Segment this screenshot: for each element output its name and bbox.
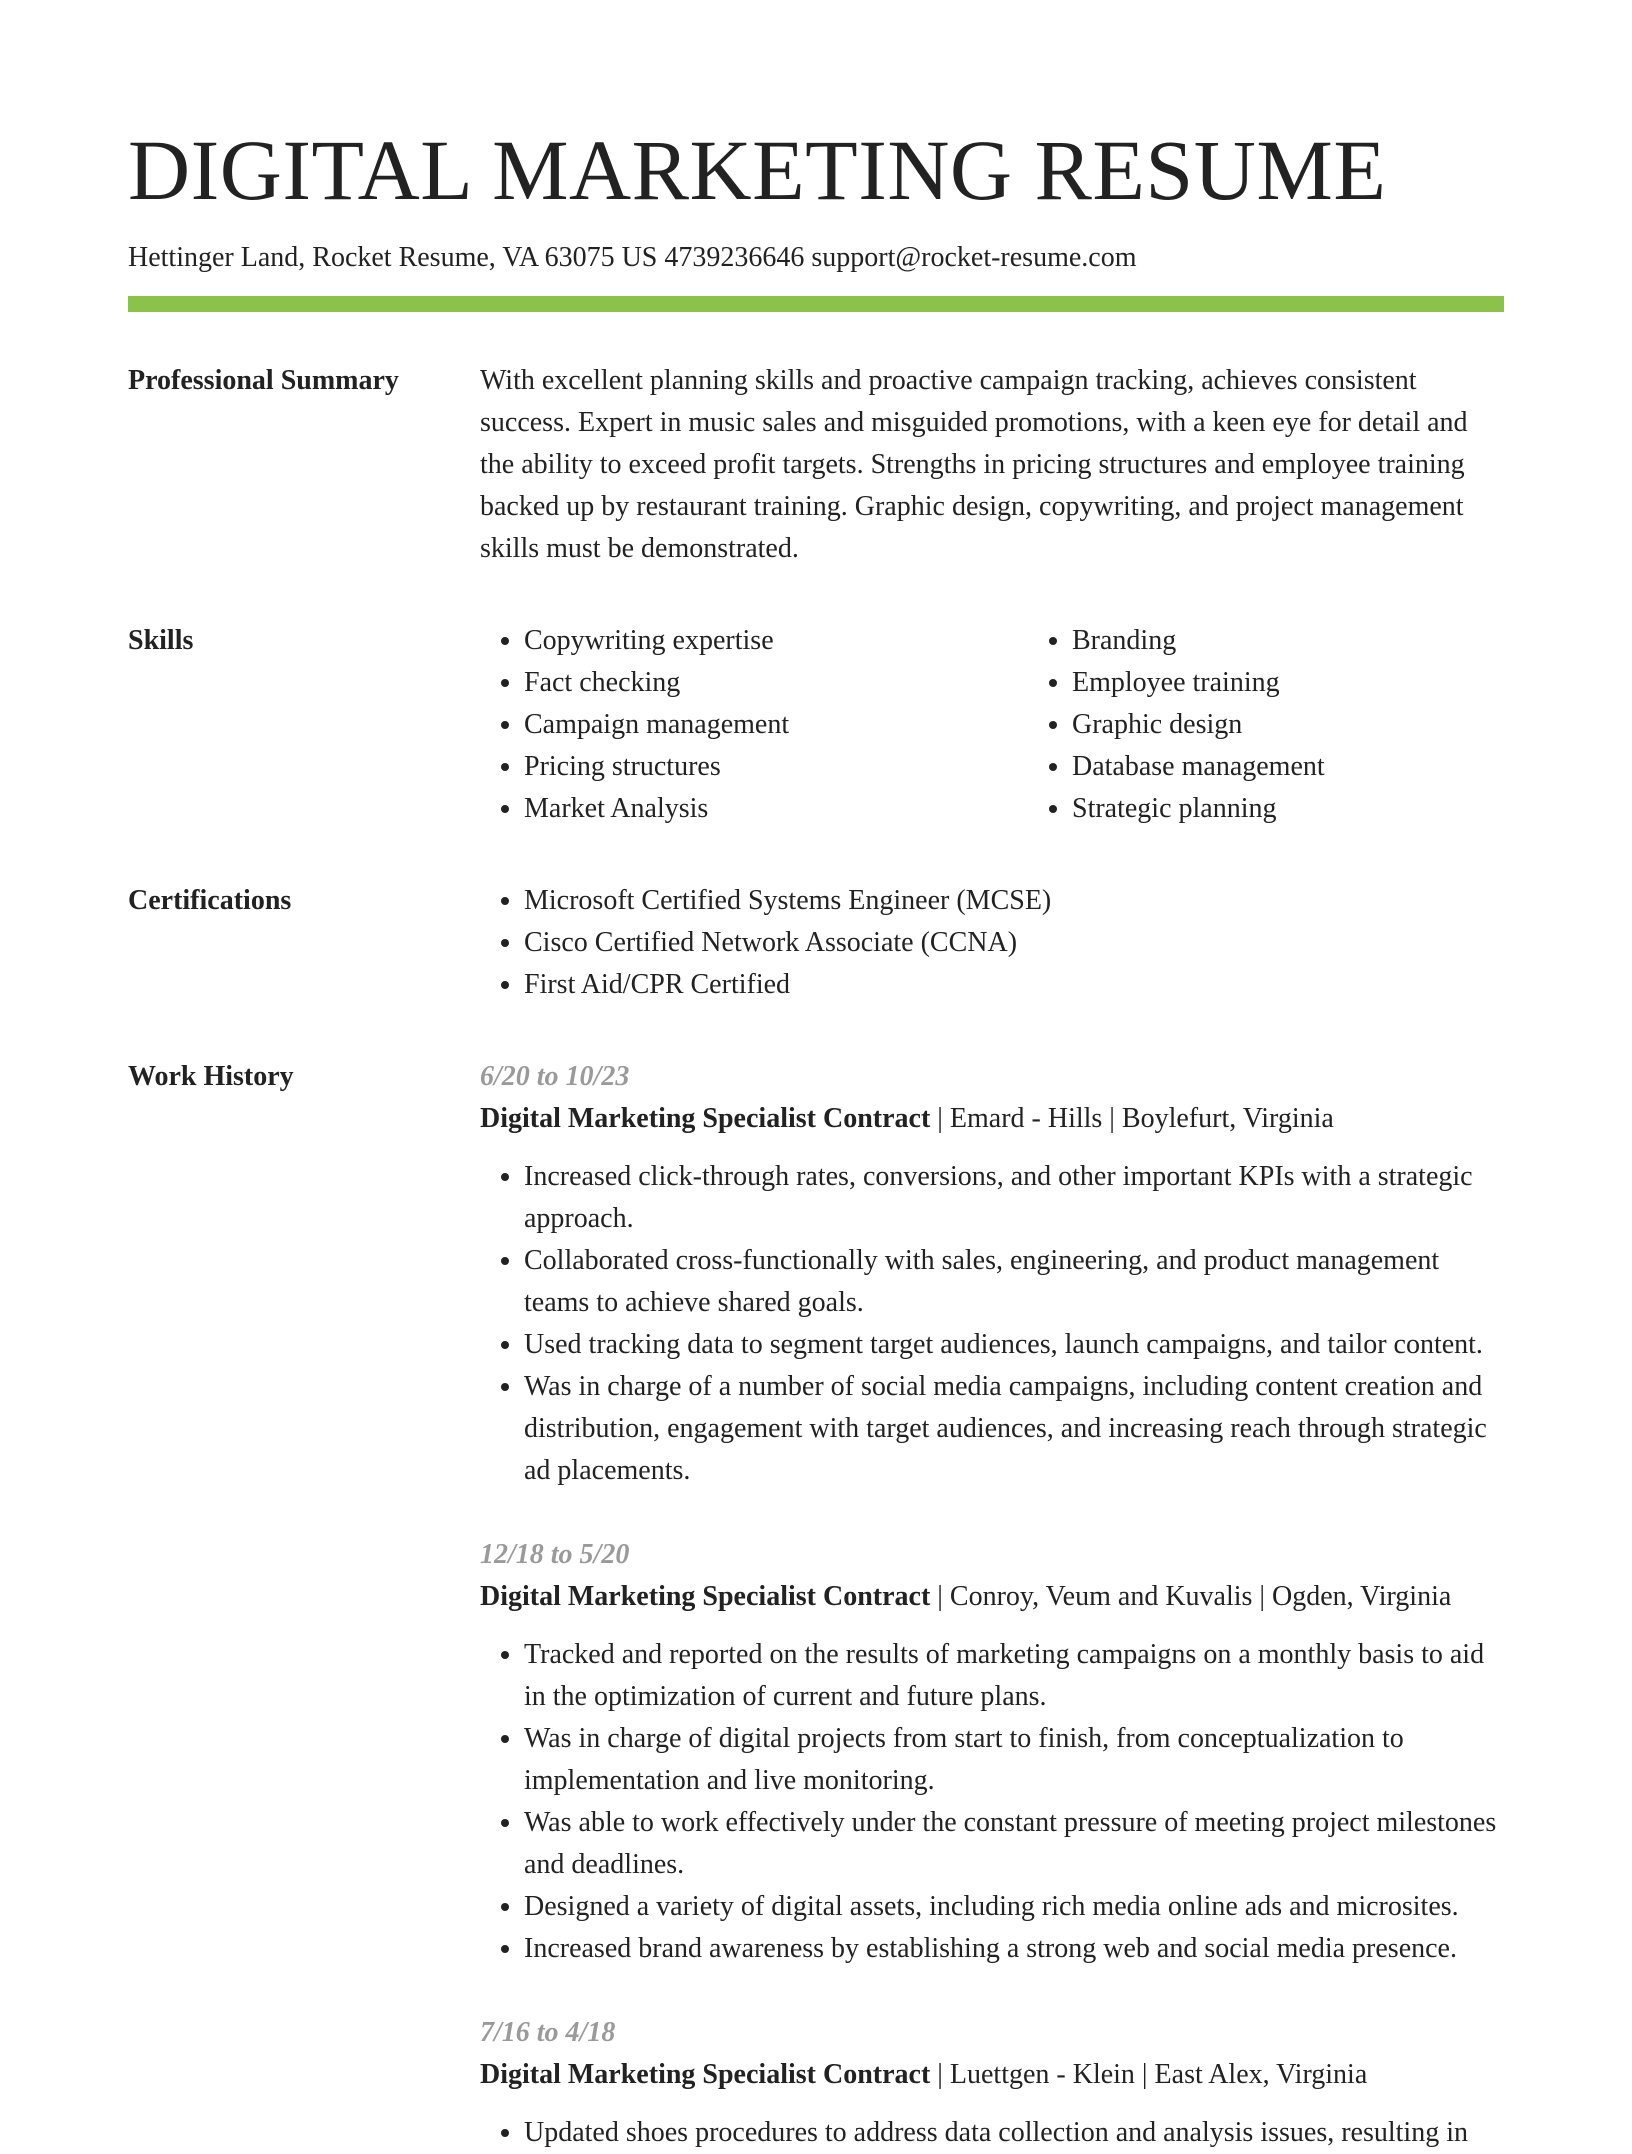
skill-item: • Fact checking — [524, 662, 1028, 704]
skill-item: • Employee training — [1072, 662, 1576, 704]
section-label-skills: Skills — [128, 625, 194, 656]
job-details: | Emard - Hills | Boylefurt, Virginia — [930, 1103, 1334, 1134]
skills-list-left — [480, 620, 1028, 830]
resume-title: DIGITAL MARKETING RESUME — [128, 122, 1387, 218]
skills-list-right — [1028, 620, 1576, 830]
skill-item: • Graphic design — [1072, 704, 1576, 746]
job-bullet: • Collaborated cross-functionally with sales, engineering, and product management teams to achieve shared goals. — [524, 1240, 1504, 1324]
job-title: Digital Marketing Specialist Contract — [480, 2059, 931, 2090]
job-bullets — [480, 1634, 1504, 1970]
job-bullets — [480, 2112, 1504, 2154]
section-label-work-history: Work History — [128, 1061, 294, 1092]
job-bullet: • Was able to work effectively under the constant pressure of meeting project milestones and deadlines. — [524, 1802, 1504, 1886]
skill-item: • Database management — [1072, 746, 1576, 788]
skill-item: • Strategic planning — [1072, 788, 1576, 830]
job-title: Digital Marketing Specialist Contract — [480, 1103, 931, 1134]
certification-item: • Microsoft Certified Systems Engineer (MCSE) — [524, 880, 1504, 922]
skill-item: • Market Analysis — [524, 788, 1028, 830]
job-entry — [480, 1534, 1504, 1970]
job-bullet: • Used tracking data to segment target audiences, launch campaigns, and tailor content. — [524, 1324, 1504, 1366]
skill-item: • Pricing structures — [524, 746, 1028, 788]
job-bullet: • Increased brand awareness by establishing a strong web and social media presence. — [524, 1928, 1504, 1970]
job-date: 6/20 to 10/23 — [480, 1061, 630, 1092]
skills-section — [128, 620, 1504, 830]
job-title: Digital Marketing Specialist Contract — [480, 1581, 931, 1612]
job-bullets — [480, 1156, 1504, 1492]
job-date: 12/18 to 5/20 — [480, 1539, 630, 1570]
job-bullet: • Updated shoes procedures to address data collection and analysis issues, resulting in — [524, 2112, 1504, 2154]
skill-item: • Copywriting expertise — [524, 620, 1028, 662]
job-bullet: • Designed a variety of digital assets, including rich media online ads and microsites. — [524, 1886, 1504, 1928]
section-label-summary: Professional Summary — [128, 365, 399, 396]
job-heading — [480, 2054, 1504, 2096]
summary-section — [128, 360, 1504, 570]
certification-item: • Cisco Certified Network Associate (CCNA) — [524, 922, 1504, 964]
job-details: | Luettgen - Klein | East Alex, Virginia — [930, 2059, 1368, 2090]
job-bullet: • Was in charge of digital projects from start to finish, from conceptualization to implementation and live monitoring. — [524, 1718, 1504, 1802]
contact-line: Hettinger Land, Rocket Resume, VA 63075 US 4739236646 support@rocket-resume.com — [128, 242, 1137, 273]
summary-text: With excellent planning skills and proactive campaign tracking, achieves consistent success. Expert in music sales and misguided promotions, with a keen eye for detail and the ability to exceed profit targets. Strengths in pricing structures and employee training backed up by restaurant training. Graphic design, copywriting, and project management skills must be demonstrated. — [480, 365, 1468, 564]
accent-divider — [128, 296, 1504, 312]
certification-item: • First Aid/CPR Certified — [524, 964, 1504, 1006]
job-heading — [480, 1576, 1504, 1618]
job-entry — [480, 2012, 1504, 2154]
job-entry — [480, 1056, 1504, 1492]
job-bullet: • Was in charge of a number of social media campaigns, including content creation and distribution, engagement with target audiences, and increasing reach through strategic ad placements. — [524, 1366, 1504, 1492]
work-history-section — [128, 1056, 1504, 2154]
job-bullet: • Tracked and reported on the results of marketing campaigns on a monthly basis to aid in the optimization of current and future plans. — [524, 1634, 1504, 1718]
certifications-section — [128, 880, 1504, 1006]
skill-item: • Branding — [1072, 620, 1576, 662]
job-bullet: • Increased click-through rates, conversions, and other important KPIs with a strategic approach. — [524, 1156, 1504, 1240]
section-label-certifications: Certifications — [128, 885, 292, 916]
job-heading — [480, 1098, 1504, 1140]
job-details: | Conroy, Veum and Kuvalis | Ogden, Virginia — [930, 1581, 1452, 1612]
certifications-list — [480, 880, 1504, 1006]
job-date: 7/16 to 4/18 — [480, 2017, 616, 2048]
skill-item: • Campaign management — [524, 704, 1028, 746]
resume-page — [128, 0, 1504, 2154]
